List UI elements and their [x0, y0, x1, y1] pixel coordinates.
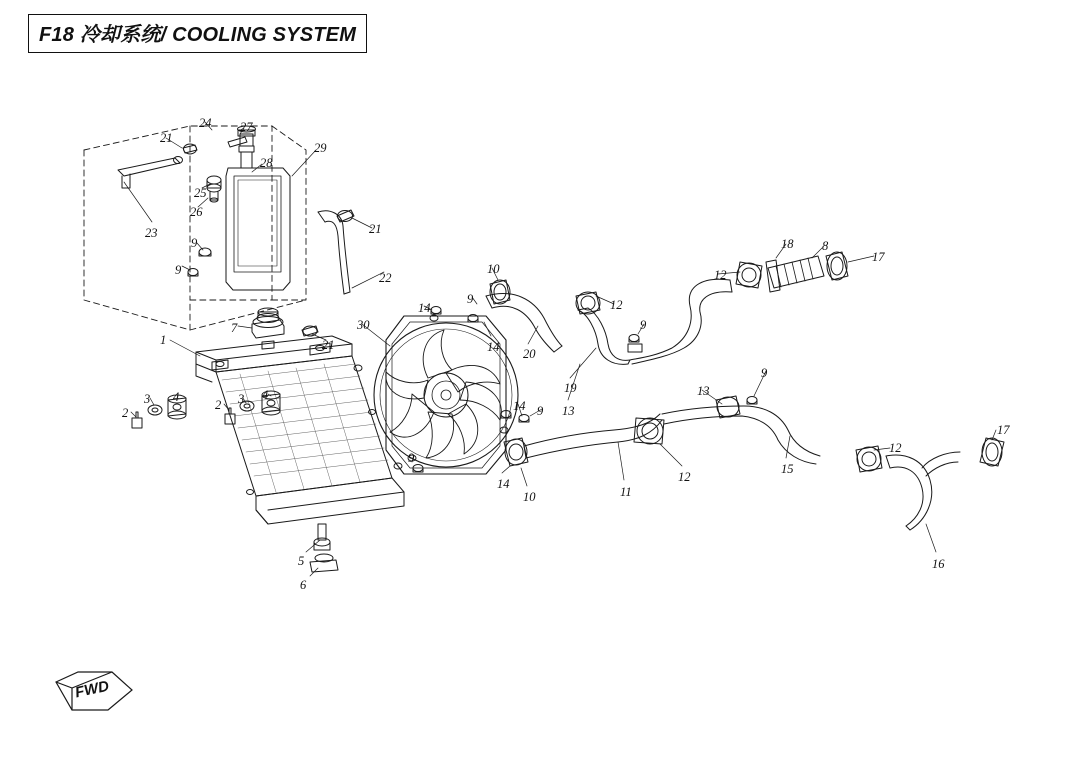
callout-1: 1 — [160, 333, 167, 347]
callout-17b: 17 — [997, 423, 1010, 437]
callout-12c: 12 — [678, 470, 691, 484]
callout-19: 19 — [564, 381, 577, 395]
callout-9b: 9 — [175, 263, 182, 277]
callout-16: 16 — [932, 557, 945, 571]
callout-21c: 21 — [322, 338, 335, 352]
callout-9g: 9 — [408, 451, 415, 465]
callout-3a: 3 — [144, 392, 151, 406]
callout-27: 27 — [240, 120, 253, 134]
page-title-text: F18 冷却系统/ COOLING SYSTEM — [39, 24, 357, 46]
callout-28: 28 — [260, 156, 273, 170]
callout-21b: 21 — [369, 222, 382, 236]
callout-3b: 3 — [238, 392, 245, 406]
callout-29: 29 — [314, 141, 327, 155]
callout-9d: 9 — [640, 318, 647, 332]
callout-4b: 4 — [262, 388, 269, 402]
callout-10a: 10 — [487, 262, 500, 276]
callout-10b: 10 — [523, 490, 536, 504]
callout-8: 8 — [822, 239, 829, 253]
callout-12d: 12 — [889, 441, 902, 455]
callout-15: 15 — [781, 462, 794, 476]
callout-14a: 14 — [418, 301, 431, 315]
callout-2a: 2 — [122, 406, 129, 420]
callout-9c: 9 — [467, 292, 474, 306]
callout-7: 7 — [231, 321, 238, 335]
callout-18: 18 — [781, 237, 794, 251]
callout-25: 25 — [194, 186, 207, 200]
callout-21a: 21 — [160, 131, 173, 145]
callout-13a: 13 — [562, 404, 575, 418]
callout-14d: 14 — [497, 477, 510, 491]
callout-9f: 9 — [761, 366, 768, 380]
callout-20: 20 — [523, 347, 536, 361]
callout-17a: 17 — [872, 250, 885, 264]
callout-9a: 9 — [191, 236, 198, 250]
callout-4a: 4 — [173, 390, 180, 404]
callout-13b: 13 — [697, 384, 710, 398]
callout-14b: 14 — [487, 340, 500, 354]
callout-30: 30 — [357, 318, 370, 332]
callout-5: 5 — [298, 554, 305, 568]
callout-22: 22 — [379, 271, 392, 285]
callout-6: 6 — [300, 578, 307, 592]
callout-24: 24 — [199, 116, 212, 130]
fwd-badge — [52, 668, 136, 714]
fwd-badge-label: FWD — [73, 677, 111, 702]
callout-12b: 12 — [714, 268, 727, 282]
callout-23: 23 — [145, 226, 158, 240]
callout-9e: 9 — [537, 404, 544, 418]
callout-14c: 14 — [513, 399, 526, 413]
callout-26: 26 — [190, 205, 203, 219]
callout-2b: 2 — [215, 398, 222, 412]
callout-12a: 12 — [610, 298, 623, 312]
callout-11: 11 — [620, 485, 632, 499]
